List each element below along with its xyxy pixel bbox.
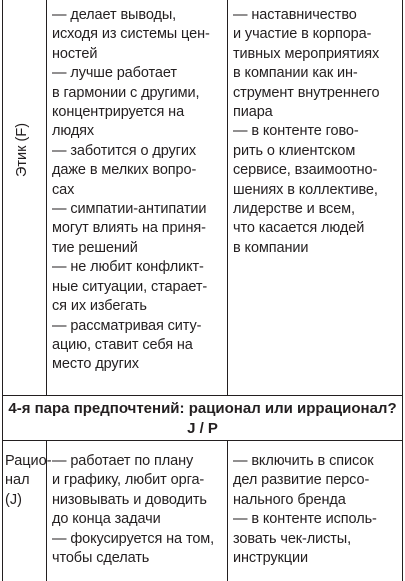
text-line: нал (5, 472, 30, 489)
text-line: и графику, любит орга- (52, 472, 205, 489)
text-line: (J) (5, 491, 22, 508)
text-line: в гармонии с другими, (52, 84, 200, 101)
text-line: низовывать и доводить (52, 491, 207, 508)
text-line: зовать чек-листы, (233, 530, 352, 547)
table-border-left (2, 0, 3, 581)
text-line: тивных мероприятиях (233, 45, 380, 62)
column-divider-2-bottom (227, 440, 228, 581)
section-header (0, 399, 405, 438)
text-line: — симпатии-антипатии (52, 201, 207, 218)
text-line: — включить в список (233, 453, 374, 469)
column-divider-2-top (227, 0, 228, 395)
text-line: людях (52, 123, 95, 140)
text-line: — в контенте исполь- (233, 511, 377, 528)
text-line: ностей (52, 45, 98, 62)
text-line: дел развитие персо- (233, 472, 370, 489)
text-line: до конца задачи (52, 511, 161, 528)
section1-column2-text (233, 6, 379, 258)
text-line: ацию, ставит себя на (52, 336, 193, 353)
table-border-right (402, 0, 403, 581)
row-label-rational (5, 452, 52, 510)
row-divider-header-top (2, 395, 403, 396)
column-divider-1-top (46, 0, 47, 395)
text-line: чтобы сделать (52, 550, 150, 567)
text-line: рить о клиентском (233, 142, 356, 159)
section2-column1-text (52, 452, 214, 568)
text-line: лидерстве и всем, (233, 201, 355, 218)
text-line: сервисе, взаимоотно- (233, 162, 378, 179)
text-line: ся их избегать (52, 298, 147, 315)
text-line: — работает по плану (52, 453, 194, 469)
row-label-ethic: Этик (F) (14, 122, 30, 178)
text-line: — фокусируется на том, (52, 530, 215, 547)
text-line: в компании как ин- (233, 65, 358, 82)
text-line: в компании (233, 239, 309, 256)
text-line: что касается людей (233, 220, 365, 237)
text-line: нального бренда (233, 491, 346, 508)
text-line: пиара (233, 104, 273, 121)
text-line: место других (52, 356, 139, 373)
text-line: могут влиять на приня- (52, 220, 206, 237)
section-header-subtitle: J / P (187, 419, 218, 437)
section2-column2-text (233, 452, 377, 568)
text-line: даже в мелких вопро- (52, 162, 197, 179)
text-line: шениях в коллективе, (233, 181, 378, 198)
text-line: струмент внутреннего (233, 84, 380, 101)
text-line: исходя из системы цен- (52, 26, 210, 43)
text-line: — в контенте гово- (233, 123, 359, 140)
text-line: и участие в корпора- (233, 26, 372, 43)
row-divider-header-bottom (2, 440, 403, 441)
text-line: — лучше работает (52, 65, 177, 82)
row-label-cell (2, 120, 42, 180)
text-line: тие решений (52, 239, 138, 256)
section-header-title: 4-я пара предпочтений: рационал или иррационал? (8, 400, 397, 417)
text-line: сах (52, 181, 75, 198)
section1-column1-text (52, 6, 210, 375)
text-line: ные ситуации, старает- (52, 278, 208, 295)
text-line: концентрируется на (52, 104, 185, 121)
text-line: — заботится о других (52, 142, 196, 159)
text-line: — не любит конфликт- (52, 259, 204, 276)
text-line: Рацио- (5, 453, 52, 469)
text-line: инструкции (233, 550, 308, 567)
text-line: — наставничество (233, 7, 357, 23)
text-line: — делает выводы, (52, 7, 177, 23)
text-line: — рассматривая ситу- (52, 317, 202, 334)
